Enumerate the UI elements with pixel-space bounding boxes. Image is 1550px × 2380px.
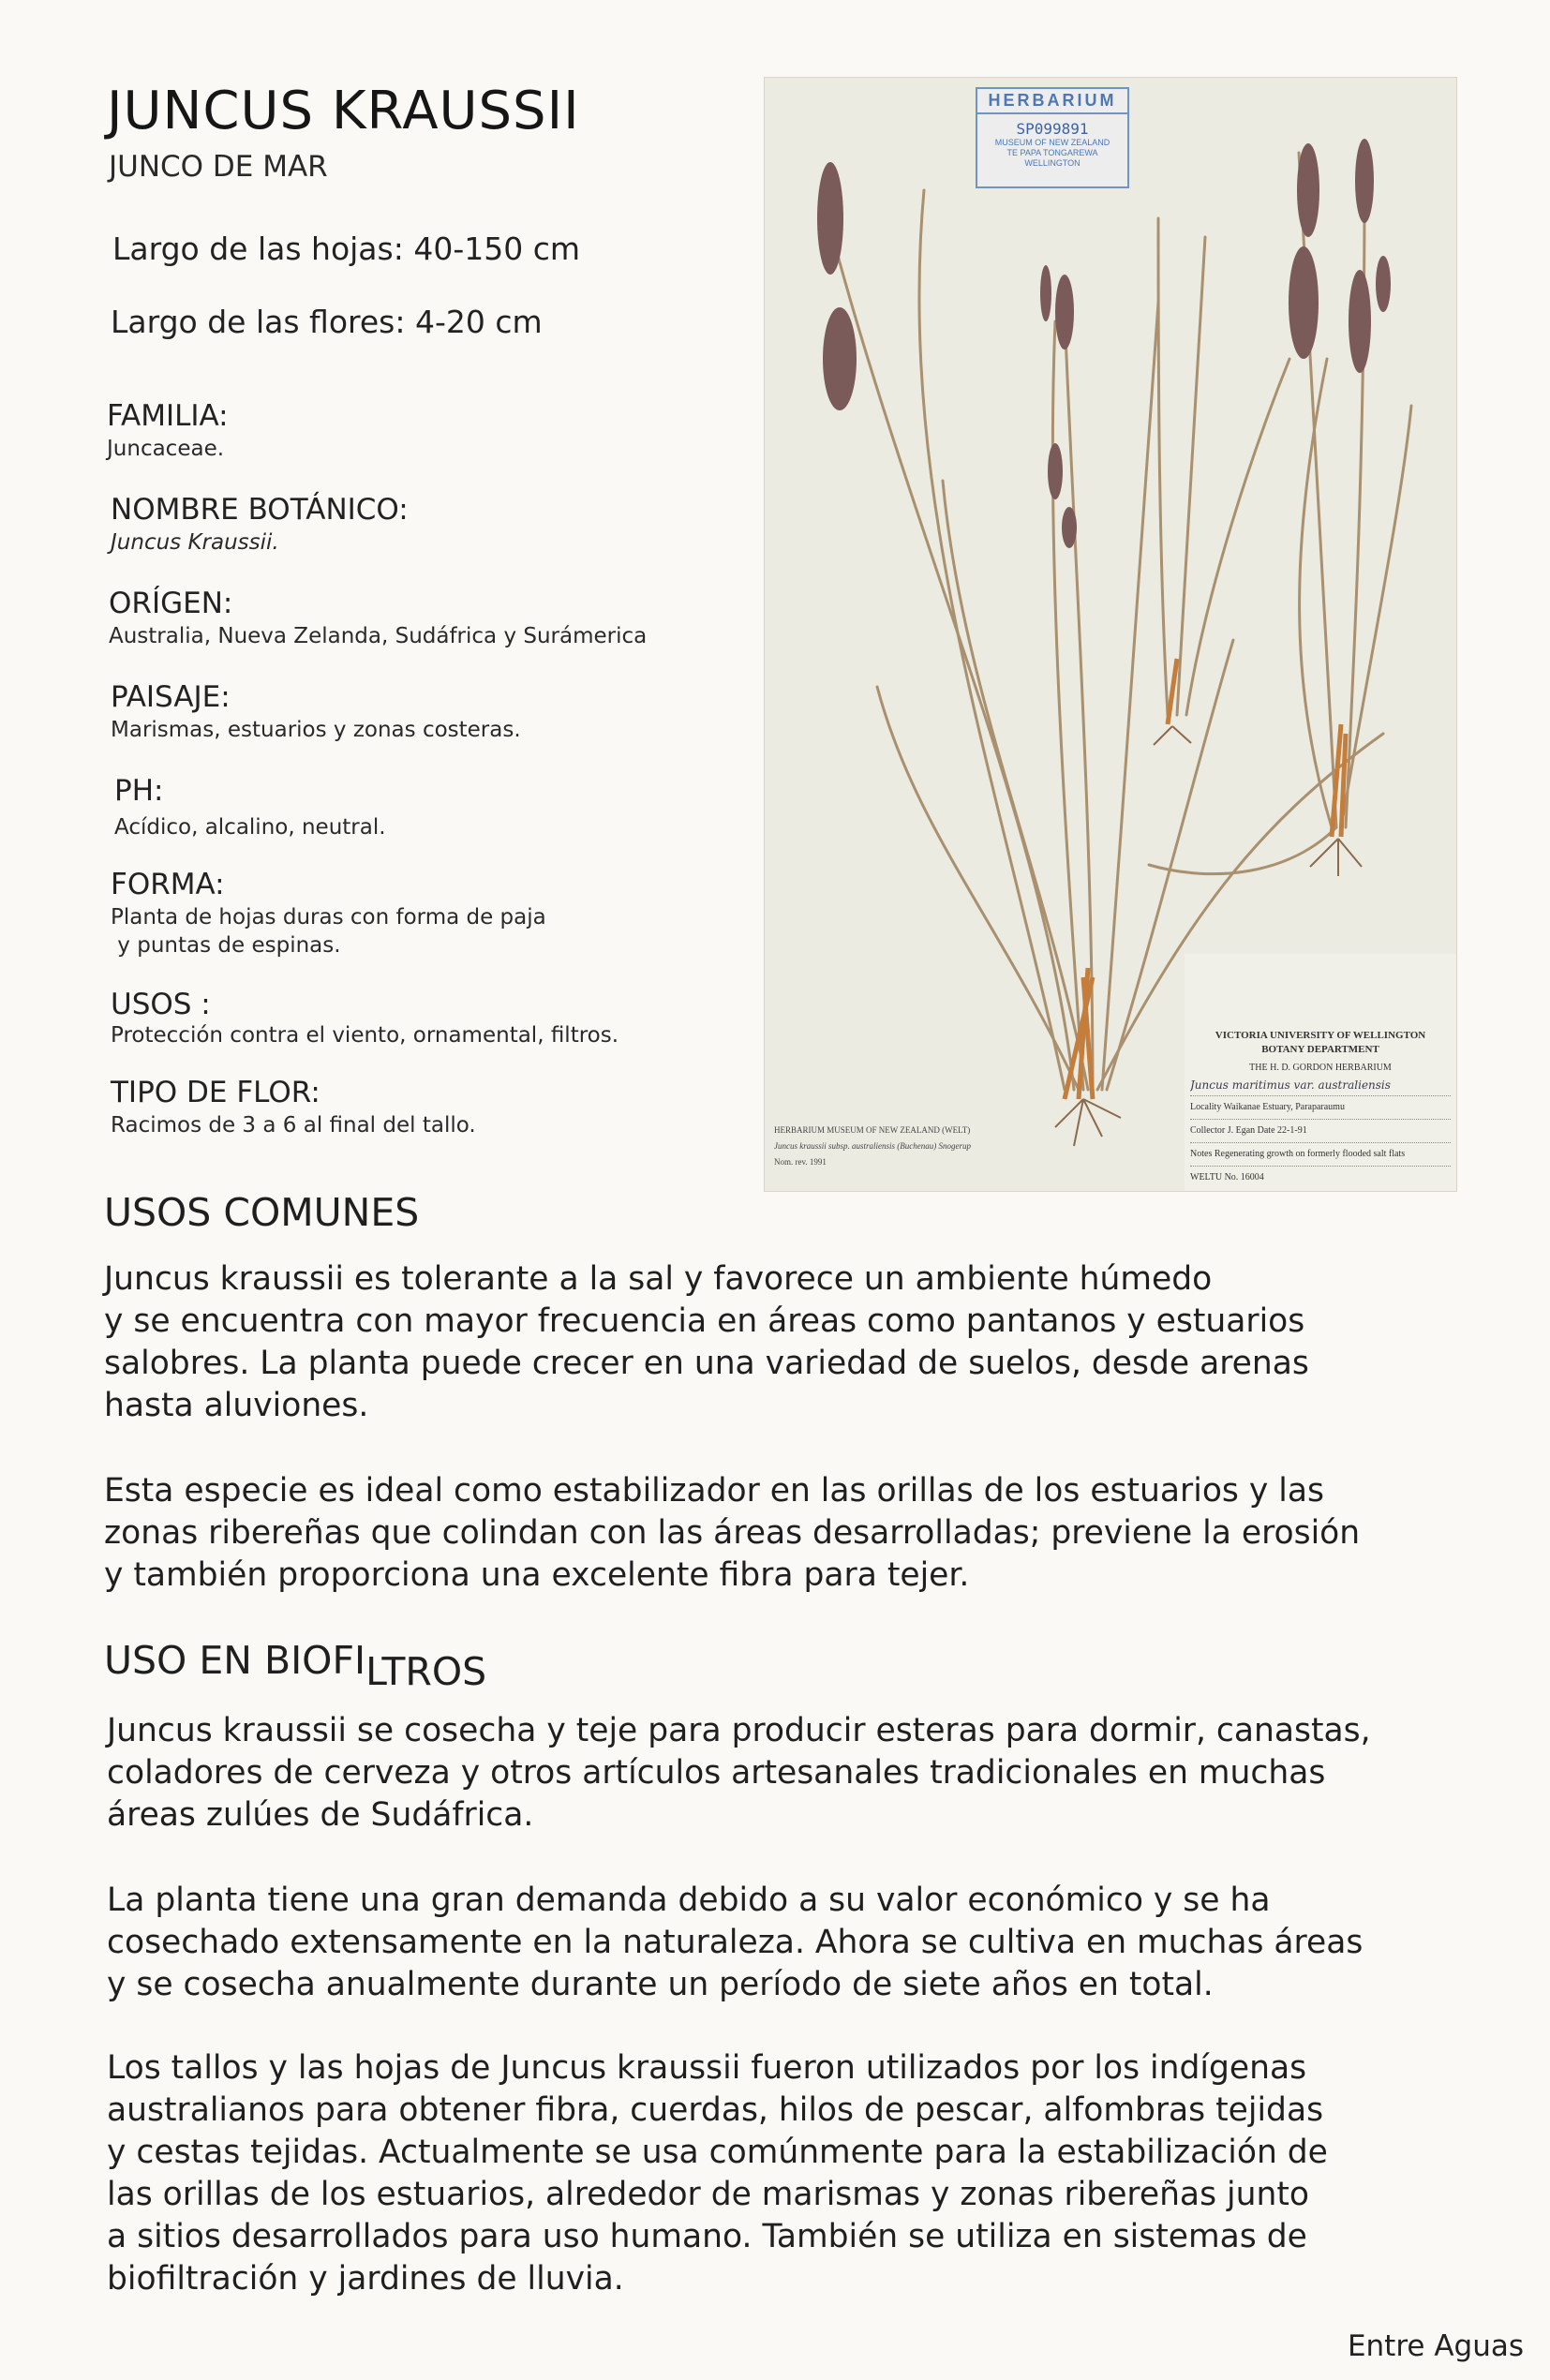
fact-usos — [111, 988, 619, 1049]
usos-comunes-paragraph-2: Esta especie es ideal como estabilizador en las orillas de los estuarios y las zonas ribereñas que colindan con las áreas desarrolladas; previene la erosión y también proporciona una excelente fibra para tejer. — [104, 1472, 1361, 1594]
card-institution: VICTORIA UNIVERSITY OF WELLINGTON — [1215, 1030, 1426, 1041]
fact-value: Juncaceae. — [107, 437, 225, 461]
card-collector: Collector J. Egan Date 22-1-91 — [1190, 1125, 1451, 1143]
section-title-usos-comunes: USOS COMUNES — [104, 1190, 420, 1235]
fact-paisaje — [111, 680, 521, 744]
card-herbarium: THE H. D. GORDON HERBARIUM — [1249, 1063, 1392, 1073]
stamp-line: WELLINGTON — [1024, 158, 1081, 168]
fact-label: PH: — [114, 774, 164, 808]
herbarium-stamp — [976, 87, 1129, 188]
fact-label: TIPO DE FLOR: — [111, 1076, 320, 1109]
fact-label: NOMBRE BOTÁNICO: — [111, 493, 409, 527]
museum-label-line: HERBARIUM MUSEUM OF NEW ZEALAND (WELT) — [774, 1125, 971, 1135]
flower-length: Largo de las flores: 4-20 cm — [111, 304, 543, 340]
biofiltros-paragraph-3: Los tallos y las hojas de Juncus kraussii fueron utilizados por los indígenas australianos para obtener fibra, cuerdas, hilos de pescar, alfombras tejidas y cestas tejidas. Actualmente se usa comúnmente para la estabilización de las orillas de los estuarios, alrededor de marismas y zonas ribereñas junto a sitios desarrollados para uso humano. También se utiliza en sistemas de biofiltración y jardines de lluvia. — [107, 2049, 1328, 2298]
specimen-label-card — [1185, 954, 1456, 1191]
fact-value: Juncus Kraussii. — [111, 530, 279, 555]
page-title: JUNCUS KRAUSSII — [107, 81, 580, 141]
fact-value: Racimos de 3 a 6 al final del tallo. — [111, 1113, 476, 1138]
fact-value: Protección contra el viento, ornamental, filtros. — [111, 1023, 619, 1048]
card-department: BOTANY DEPARTMENT — [1261, 1044, 1379, 1055]
card-number: WELTU No. 16004 — [1190, 1172, 1264, 1183]
herbarium-specimen-image — [764, 77, 1457, 1192]
section-title-part: LTROS — [365, 1649, 487, 1694]
footer-brand: Entre Aguas — [1347, 2329, 1524, 2363]
fact-value: Planta de hojas duras con forma de paja y puntas de espinas. — [111, 905, 546, 958]
biofiltros-paragraph-2: La planta tiene una gran demanda debido a su valor económico y se ha cosechado extensamente en la naturaleza. Ahora se cultiva en muchas áreas y se cosecha anualmente durante un período de siete años en total. — [107, 1882, 1364, 2003]
fact-value: Acídico, alcalino, neutral. — [114, 815, 386, 840]
fact-label: FORMA: — [111, 868, 225, 901]
stamp-line: MUSEUM OF NEW ZEALAND — [994, 138, 1110, 147]
museum-label-line: Nom. rev. 1991 — [774, 1157, 827, 1167]
biofiltros-paragraph-1: Juncus kraussii se cosecha y teje para producir esteras para dormir, canastas, coladores de cerveza y otros artículos artesanales tradicionales en muchas áreas zulúes de Sudáfrica. — [107, 1712, 1371, 1834]
fact-value: Marismas, estuarios y zonas costeras. — [111, 718, 521, 742]
fact-familia — [107, 399, 229, 463]
card-locality: Locality Waikanae Estuary, Paraparaumu — [1190, 1102, 1451, 1120]
usos-comunes-paragraph-1: Juncus kraussii es tolerante a la sal y favorece un ambiente húmedo y se encuentra con mayor frecuencia en áreas como pantanos y estuarios salobres. La planta puede crecer en una variedad de suelos, desde arenas hasta aluviones. — [104, 1260, 1309, 1424]
fact-label: FAMILIA: — [107, 399, 229, 433]
stamp-line: TE PAPA TONGAREWA — [1006, 148, 1098, 157]
section-title-uso-en-biofiltros — [104, 1638, 487, 1694]
stamp-title: HERBARIUM — [977, 89, 1127, 114]
fact-ph — [114, 774, 386, 841]
museum-label — [774, 1123, 971, 1170]
card-notes: Notes Regenerating growth on formerly flooded salt flats — [1190, 1149, 1451, 1167]
fact-tipo-de-flor — [111, 1076, 476, 1139]
stamp-number: SP099891 — [1016, 120, 1089, 138]
museum-label-line: Juncus kraussii subsp. australiensis (Buchenau) Snogerup — [774, 1141, 971, 1151]
common-name: JUNCO DE MAR — [109, 150, 328, 184]
fact-origen — [109, 587, 647, 650]
fact-label: ORÍGEN: — [109, 587, 233, 620]
fact-label: PAISAJE: — [111, 680, 231, 714]
fact-forma — [111, 868, 546, 959]
fact-nombre-botanico — [111, 493, 409, 557]
section-title-part: USO EN BIOFI — [104, 1638, 366, 1683]
fact-label: USOS : — [111, 988, 211, 1021]
fact-value: Australia, Nueva Zelanda, Sudáfrica y Surámerica — [109, 624, 648, 648]
card-species: Juncus maritimus var. australiensis — [1190, 1078, 1451, 1096]
leaf-length: Largo de las hojas: 40-150 cm — [112, 231, 580, 267]
